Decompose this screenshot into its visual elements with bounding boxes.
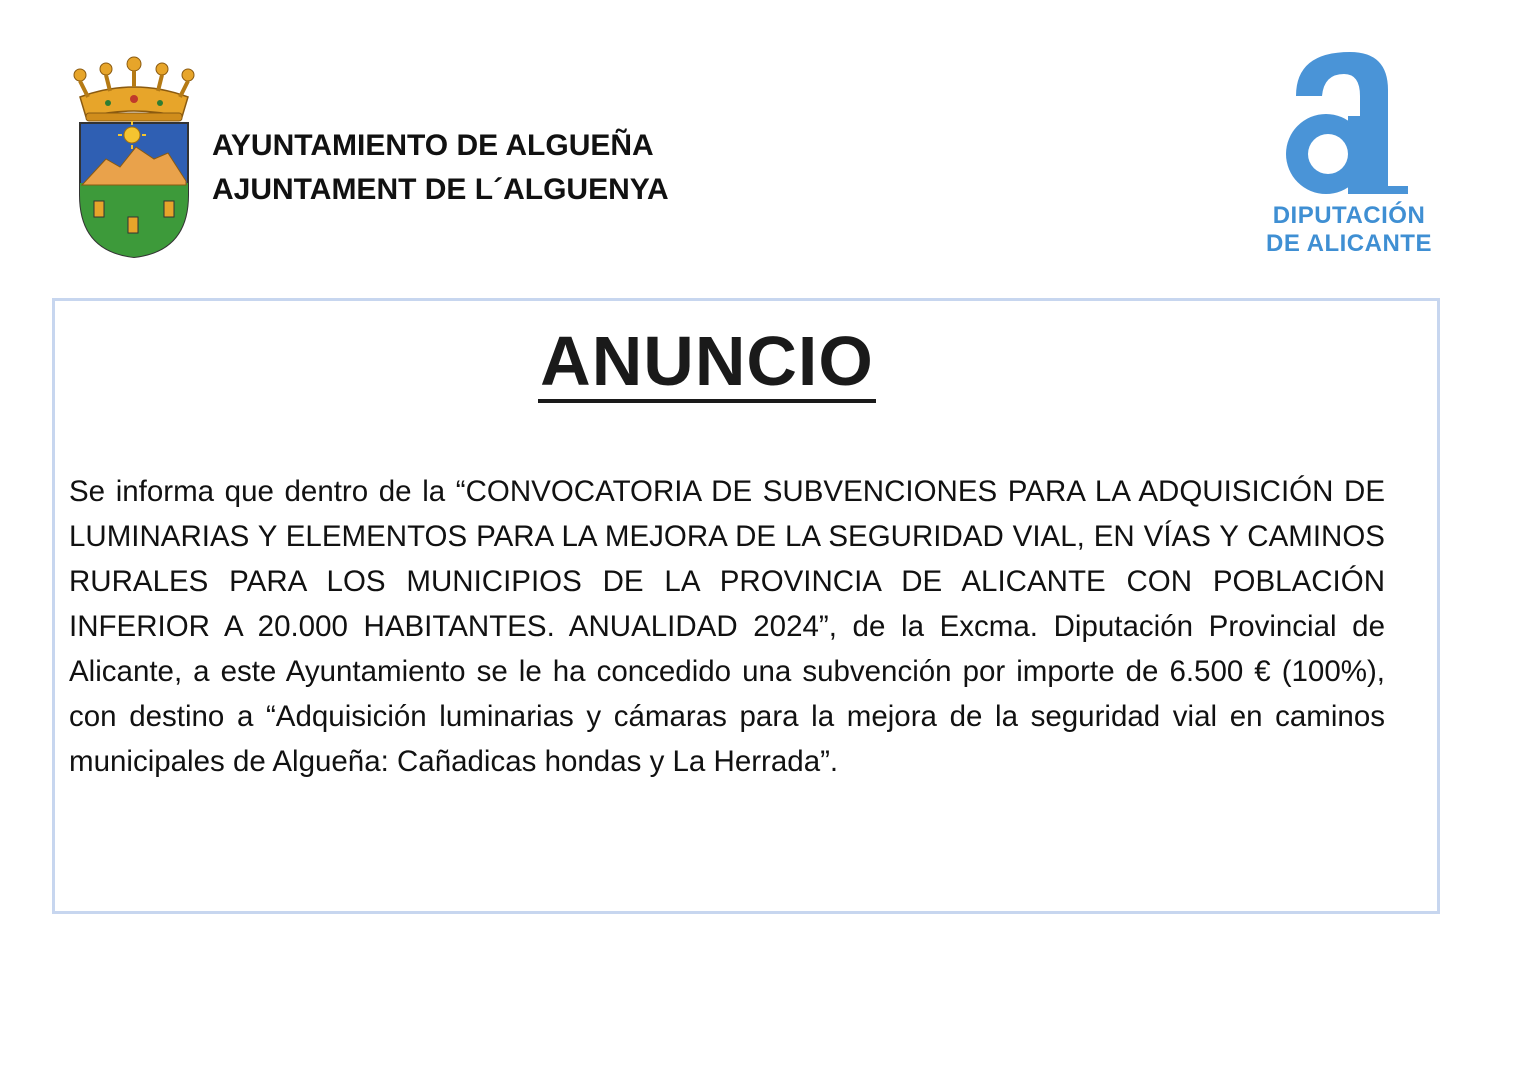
diputacion-name-line2: DE ALICANTE xyxy=(1266,230,1432,257)
diputacion-logo xyxy=(1254,46,1444,260)
notice-title xyxy=(0,318,1414,404)
diputacion-name-line1: DIPUTACIÓN xyxy=(1272,202,1426,229)
organization-names xyxy=(212,124,669,212)
notice-body: Se informa que dentro de la “CONVOCATORIA DE SUBVENCIONES PARA LA ADQUISICIÓN DE LUMINARIAS Y ELEMENTOS PARA LA MEJORA DE LA SEGURIDAD VIAL, EN VÍAS Y CAMINOS RURALES PARA LOS MUNICIPIOS DE LA PROVINCIA DE ALICANTE CON POBLACIÓN INFERIOR A 20.000 HABITANTES. ANUALIDAD 2024”, de la Excma. Diputación Provincial de Alicante, a este Ayuntamiento se le ha concedido una subvención por importe de 6.500 € (100%), con destino a “Adquisición luminarias y cámaras para la mejora de la seguridad vial en caminos municipales de Algueña: Cañadicas hondas y La Herrada”. xyxy=(69,475,1385,778)
diputacion-a-mark-icon xyxy=(1268,46,1424,194)
notice-title-text: ANUNCIO xyxy=(538,323,876,403)
org-name-spanish: AYUNTAMIENTO DE ALGUEÑA xyxy=(212,129,654,162)
org-name-valencian: AJUNTAMENT DE L´ALGUENYA xyxy=(212,173,669,206)
diputacion-name xyxy=(1254,202,1444,258)
crown-icon xyxy=(74,57,194,121)
coat-of-arms-icon xyxy=(66,55,202,261)
